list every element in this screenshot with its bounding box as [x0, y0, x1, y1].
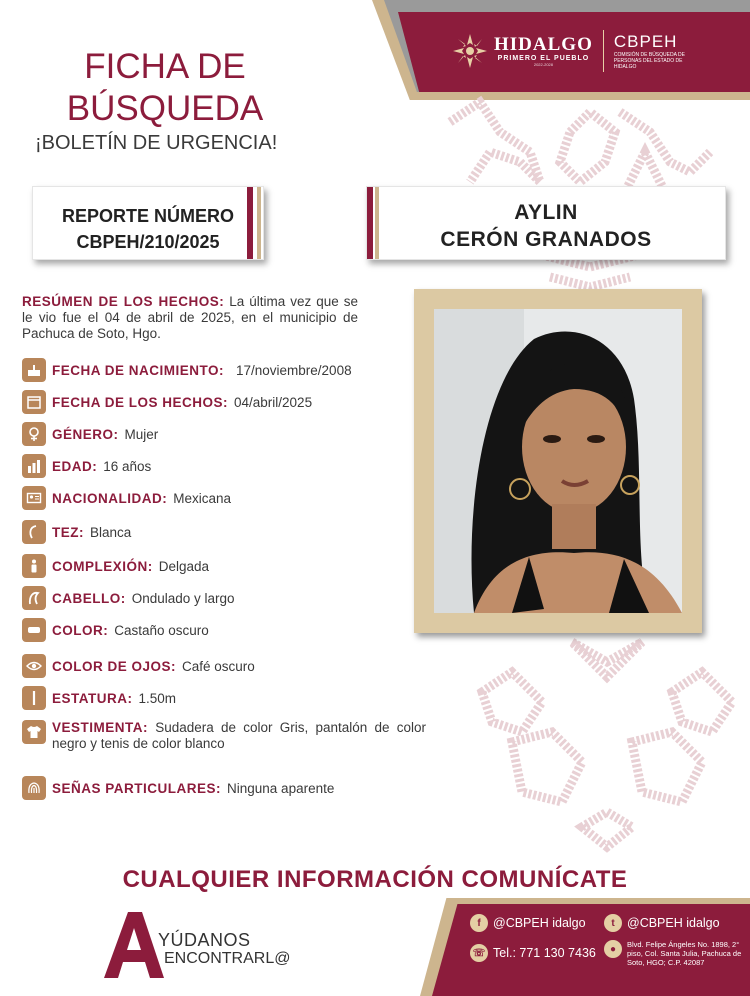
field-label: FECHA DE NACIMIENTO:: [52, 362, 224, 378]
box-accent-gold: [375, 187, 379, 259]
summary-label: RESÚMEN DE LOS HECHOS:: [22, 294, 225, 309]
field-marks: [22, 776, 334, 800]
field-label: CABELLO:: [52, 590, 126, 606]
field-label: COLOR DE OJOS:: [52, 658, 177, 674]
summary-text: [22, 294, 358, 342]
field-value: Delgada: [158, 558, 210, 574]
field-value: 04/abril/2025: [234, 394, 313, 410]
twitter-icon: t: [604, 914, 622, 932]
footer-facebook[interactable]: [470, 914, 586, 932]
field-gender: [22, 422, 158, 446]
fingerprint-icon: [22, 776, 46, 800]
box-accent-gold: [257, 187, 261, 259]
field-clothing: [22, 720, 426, 752]
field-label: EDAD:: [52, 458, 98, 474]
urgency-subtitle: ¡BOLETÍN DE URGENCIA!: [35, 132, 278, 154]
phone-icon: ☏: [470, 944, 488, 962]
person-last-names: CERÓN GRANADOS: [440, 228, 652, 251]
field-skin: [22, 520, 131, 544]
logo-hidalgo: HIDALGO: [494, 34, 593, 55]
field-height: [22, 686, 176, 710]
cake-icon: [22, 358, 46, 382]
person-name-box: [366, 186, 726, 260]
field-build: [22, 554, 209, 578]
field-label: NACIONALIDAD:: [52, 490, 168, 506]
big-a-logo: [104, 912, 164, 978]
field-age: [22, 454, 151, 478]
field-eye-color: [22, 654, 255, 678]
body-icon: [22, 554, 46, 578]
twitter-handle: @CBPEH idalgo: [627, 916, 720, 930]
footer-phone[interactable]: [470, 944, 596, 962]
height-icon: [22, 686, 46, 710]
field-value: Ninguna aparente: [227, 780, 335, 796]
facebook-icon: f: [470, 914, 488, 932]
title-line-2: BÚSQUEDA: [66, 89, 264, 128]
summary-body: La última vez que se le vio fue el 04 de abril de 2025, en el municipio de Pachuca de Soto, Hgo.: [22, 294, 358, 341]
field-value: Ondulado y largo: [131, 590, 235, 606]
phone-number: Tel.: 771 130 7436: [493, 946, 596, 960]
field-value: Sudadera de color Gris, pantalón de color negro y tenis de color blanco: [52, 720, 426, 751]
hidalgo-star-icon: [452, 33, 488, 69]
field-value: Café oscuro: [182, 658, 255, 674]
field-value: Mujer: [124, 426, 159, 442]
eye-icon: [22, 654, 46, 678]
field-nationality: [22, 486, 231, 510]
page-title: [50, 46, 280, 130]
facebook-handle: @CBPEH idalgo: [493, 916, 586, 930]
field-label: ESTATURA:: [52, 690, 133, 706]
call-to-action: CUALQUIER INFORMACIÓN COMUNÍCATE: [122, 866, 628, 893]
photo-frame: [414, 289, 702, 633]
logo-years: 2022-2028: [533, 62, 553, 67]
field-event-date: [22, 390, 312, 414]
face-icon: [22, 520, 46, 544]
box-accent-wine: [367, 187, 373, 259]
logo-divider: [603, 30, 604, 72]
clothing-text: [52, 720, 426, 752]
field-label: GÉNERO:: [52, 426, 119, 442]
address-text: Blvd. Felipe Ángeles No. 1898, 2° piso, Col. Santa Julia, Pachuca de Soto, HGO; C.P. 42087: [627, 940, 742, 967]
report-number: CBPEH/210/2025: [76, 232, 220, 252]
location-pin-icon: ●: [604, 940, 622, 958]
field-value: Castaño oscuro: [114, 622, 209, 638]
field-value: 17/noviembre/2008: [236, 362, 352, 378]
field-value: Blanca: [90, 524, 132, 540]
field-label: TEZ:: [52, 524, 84, 540]
title-line-1: FICHA DE: [84, 47, 246, 86]
calendar-icon: [22, 390, 46, 414]
id-card-icon: [22, 486, 46, 510]
footer-twitter[interactable]: [604, 914, 720, 932]
header-logo: [452, 30, 706, 72]
help-line-2: ENCONTRARL@: [164, 950, 291, 967]
shirt-icon: [22, 720, 46, 744]
logo-slogan: PRIMERO EL PUEBLO: [497, 55, 590, 62]
field-label: FECHA DE LOS HECHOS:: [52, 394, 229, 410]
field-birth-date: [22, 358, 352, 382]
field-value: 1.50m: [138, 690, 177, 706]
field-label: VESTIMENTA:: [52, 720, 148, 735]
field-value: Mexicana: [173, 490, 232, 506]
report-label: REPORTE NÚMERO: [61, 206, 234, 226]
age-icon: [22, 454, 46, 478]
field-label: SEÑAS PARTICULARES:: [52, 780, 222, 796]
field-label: COMPLEXIÓN:: [52, 558, 153, 574]
org-short-name: CBPEH: [613, 32, 678, 51]
report-number-box: [32, 186, 264, 260]
box-accent-wine: [247, 187, 253, 259]
field-hair-color: [22, 618, 209, 642]
missing-person-photo: [434, 309, 682, 613]
field-label: COLOR:: [52, 622, 109, 638]
field-hair: [22, 586, 235, 610]
org-full-name: COMISIÓN DE BÚSQUEDA DE PERSONAS DEL ESTADO DE HIDALGO: [613, 52, 685, 70]
gender-icon: [22, 422, 46, 446]
help-line-1: YÚDANOS: [158, 930, 251, 950]
textile-pattern-bottom: [472, 632, 742, 862]
hair-icon: [22, 586, 46, 610]
field-value: 16 años: [103, 458, 152, 474]
footer-address: [604, 940, 745, 967]
hair-color-icon: [22, 618, 46, 642]
person-first-name: AYLIN: [514, 201, 578, 224]
